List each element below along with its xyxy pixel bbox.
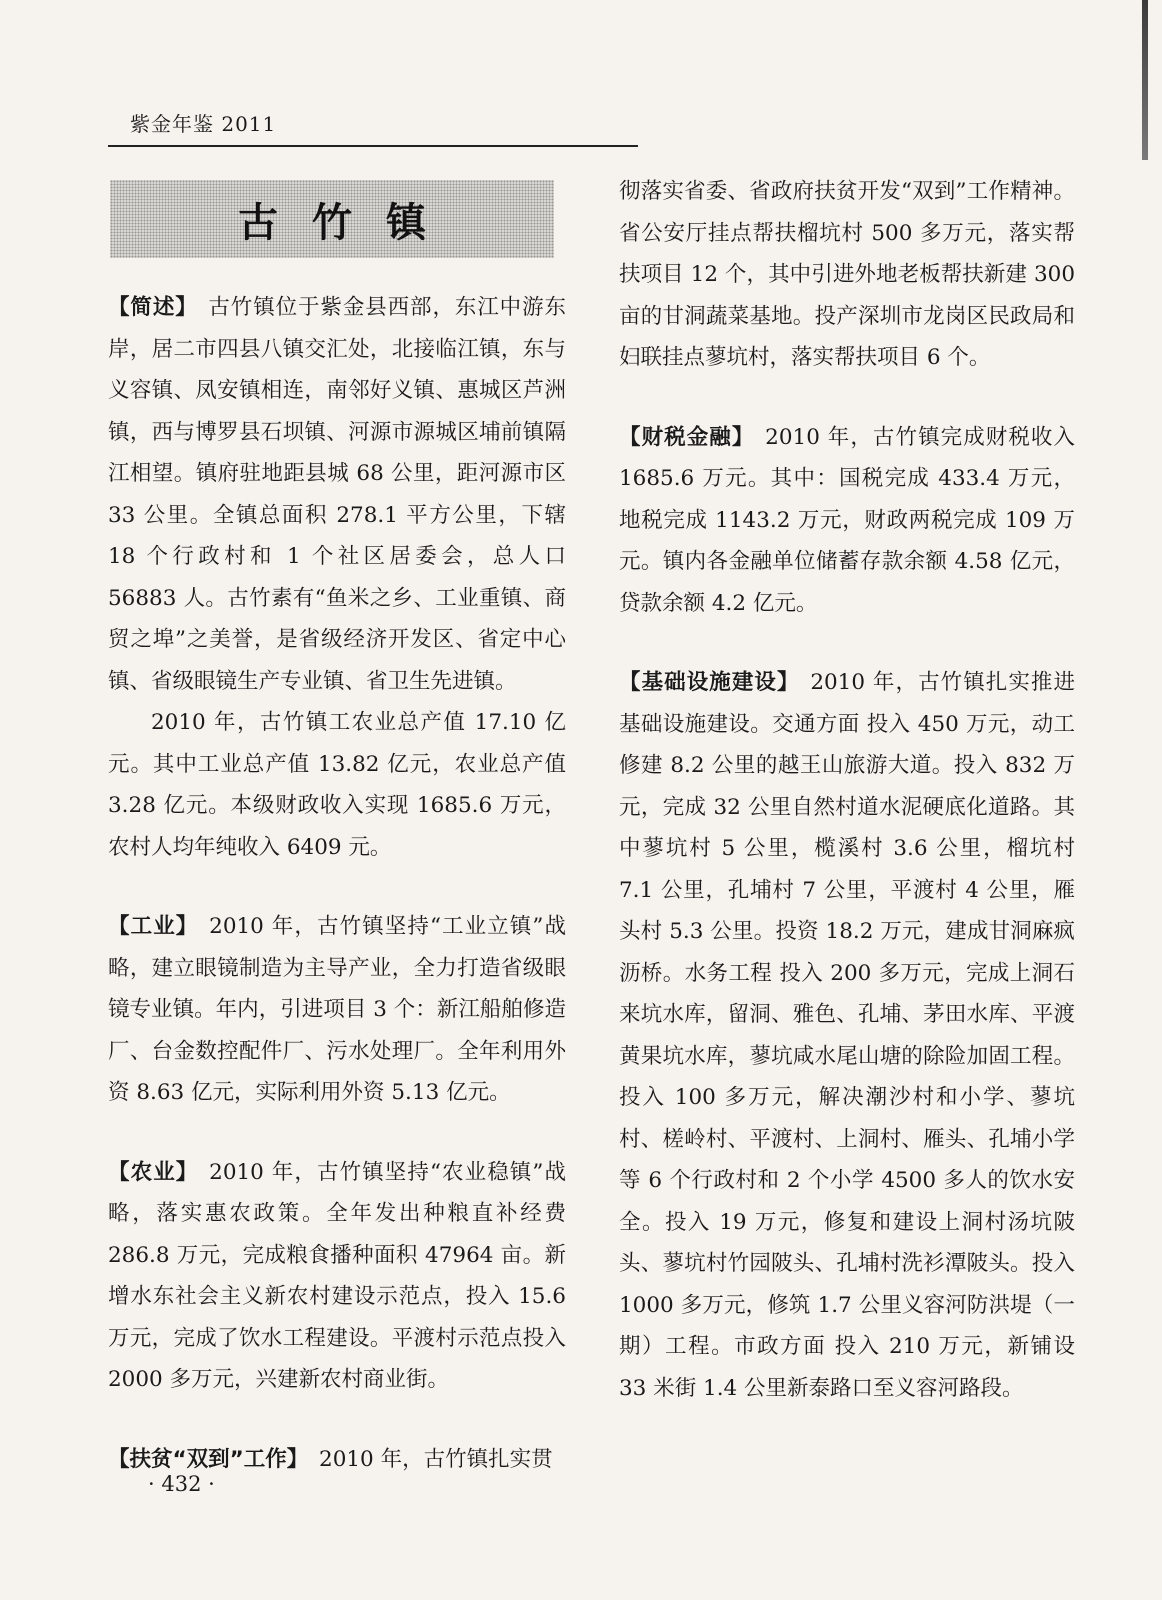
right-column	[619, 171, 1075, 1409]
left-column	[108, 287, 566, 1480]
section-label-infrastructure: 【基础设施建设】	[619, 670, 800, 695]
section-label-overview: 【简述】	[108, 295, 198, 320]
paragraph-agriculture	[108, 1152, 566, 1401]
paragraph-text: 2010 年，古竹镇坚持“农业稳镇”战略，落实惠农政策。全年发出种粮直补经费 286.8 万元，完成粮食播种面积 47964 亩。新增水东社会主义新农村建设示范点，投入 15.6 万元，完成了饮水工程建设。平渡村示范点投入 2000 多万元，兴建新农村商业街。	[108, 1159, 566, 1392]
section-label-poverty-relief: 【扶贫“双到”工作】	[108, 1446, 309, 1472]
section-label-finance: 【财税金融】	[619, 424, 755, 450]
section-label-agriculture: 【农业】	[108, 1159, 199, 1185]
paragraph-text: 2010 年，古竹镇扎实推进基础设施建设。交通方面 投入 450 万元，动工修建 8.2 公里的越王山旅游大道。投入 832 万元，完成 32 公里自然村道水泥硬底化道路。其中蓼坑村 5 公里，榄溪村 3.6 公里，榴坑村 7.1 公里，孔埔村 7 公里，平渡村 4 公里，雁头村 5.3 公里。投资 18.2 万元，建成甘洞麻疯沥桥。水务工程 投入 200 多万元，完成上洞石来坑水库，留洞、雅色、孔埔、茅田水库、平渡黄果坑水库，蓼坑咸水尾山塘的除险加固工程。投入 100 多万元，解决潮沙村和小学、蓼坑村、槎岭村、平渡村、上洞村、雁头、孔埔小学等 6 个行政村和 2 个小学 4500 多人的饮水安全。投入 19 万元，修复和建设上洞村汤坑陂头、蓼坑村竹园陂头、孔埔村洗衫潭陂头。投入 1000 多万元，修筑 1.7 公里义容河防洪堤（一期）工程。市政方面 投入 210 万元，新铺设 33 米街 1.4 公里新泰路口至义容河路段。	[619, 670, 1075, 1401]
scan-edge-mark	[1142, 0, 1148, 160]
page-number: · 432 ·	[148, 1472, 215, 1496]
paragraph-text: 2010 年，古竹镇坚持“工业立镇”战略，建立眼镜制造为主导产业，全力打造省级眼镜专业镇。年内，引进项目 3 个：新江船舶修造厂、台金数控配件厂、污水处理厂。全年利用外资 8.63 亿元，实际利用外资 5.13 亿元。	[108, 914, 566, 1105]
article-title-box	[110, 180, 554, 258]
article-title: 古竹镇	[238, 199, 460, 246]
paragraph-infrastructure	[619, 662, 1075, 1409]
paragraph-text: 2010 年，古竹镇工农业总产值 17.10 亿元。其中工业总产值 13.82 亿元，农业总产值 3.28 亿元。本级财政收入实现 1685.6 万元，农村人均年纯收入 6409 元。	[108, 710, 566, 860]
header-rule	[108, 145, 638, 147]
paragraph-text: 2010 年，古竹镇扎实贯	[319, 1446, 553, 1472]
paragraph-text: 2010 年，古竹镇完成财税收入 1685.6 万元。其中：国税完成 433.4 万元，地税完成 1143.2 万元，财政两税完成 109 万元。镇内各金融单位储蓄存款余额 4.58 亿元，贷款余额 4.2 亿元。	[619, 424, 1075, 616]
paragraph-text: 古竹镇位于紫金县西部，东江中游东岸，居二市四县八镇交汇处，北接临江镇，东与义容镇、凤安镇相连，南邻好义镇、惠城区芦洲镇，西与博罗县石坝镇、河源市源城区埔前镇隔江相望。镇府驻地距县城 68 公里，距河源市区 33 公里。全镇总面积 278.1 平方公里，下辖 18 个行政村和 1 个社区居委会，总人口 56883 人。古竹素有“鱼米之乡、工业重镇、商贸之埠”之美誉，是省级经济开发区、省定中心镇、省级眼镜生产专业镇、省卫生先进镇。	[108, 295, 566, 694]
paragraph-finance	[619, 417, 1075, 625]
paragraph-poverty-relief-cont	[619, 171, 1075, 379]
paragraph-text: 彻落实省委、省政府扶贫开发“双到”工作精神。省公安厅挂点帮扶榴坑村 500 多万元，落实帮扶项目 12 个，其中引进外地老板帮扶新建 300 亩的甘洞蔬菜基地。投产深圳市龙岗区民政局和妇联挂点蓼坑村，落实帮扶项目 6 个。	[619, 179, 1075, 370]
section-label-industry: 【工业】	[108, 914, 199, 939]
paragraph-industry	[108, 906, 566, 1114]
paragraph-output	[108, 702, 566, 868]
running-header: 紫金年鉴 2011	[130, 112, 277, 136]
paragraph-overview	[108, 287, 566, 702]
